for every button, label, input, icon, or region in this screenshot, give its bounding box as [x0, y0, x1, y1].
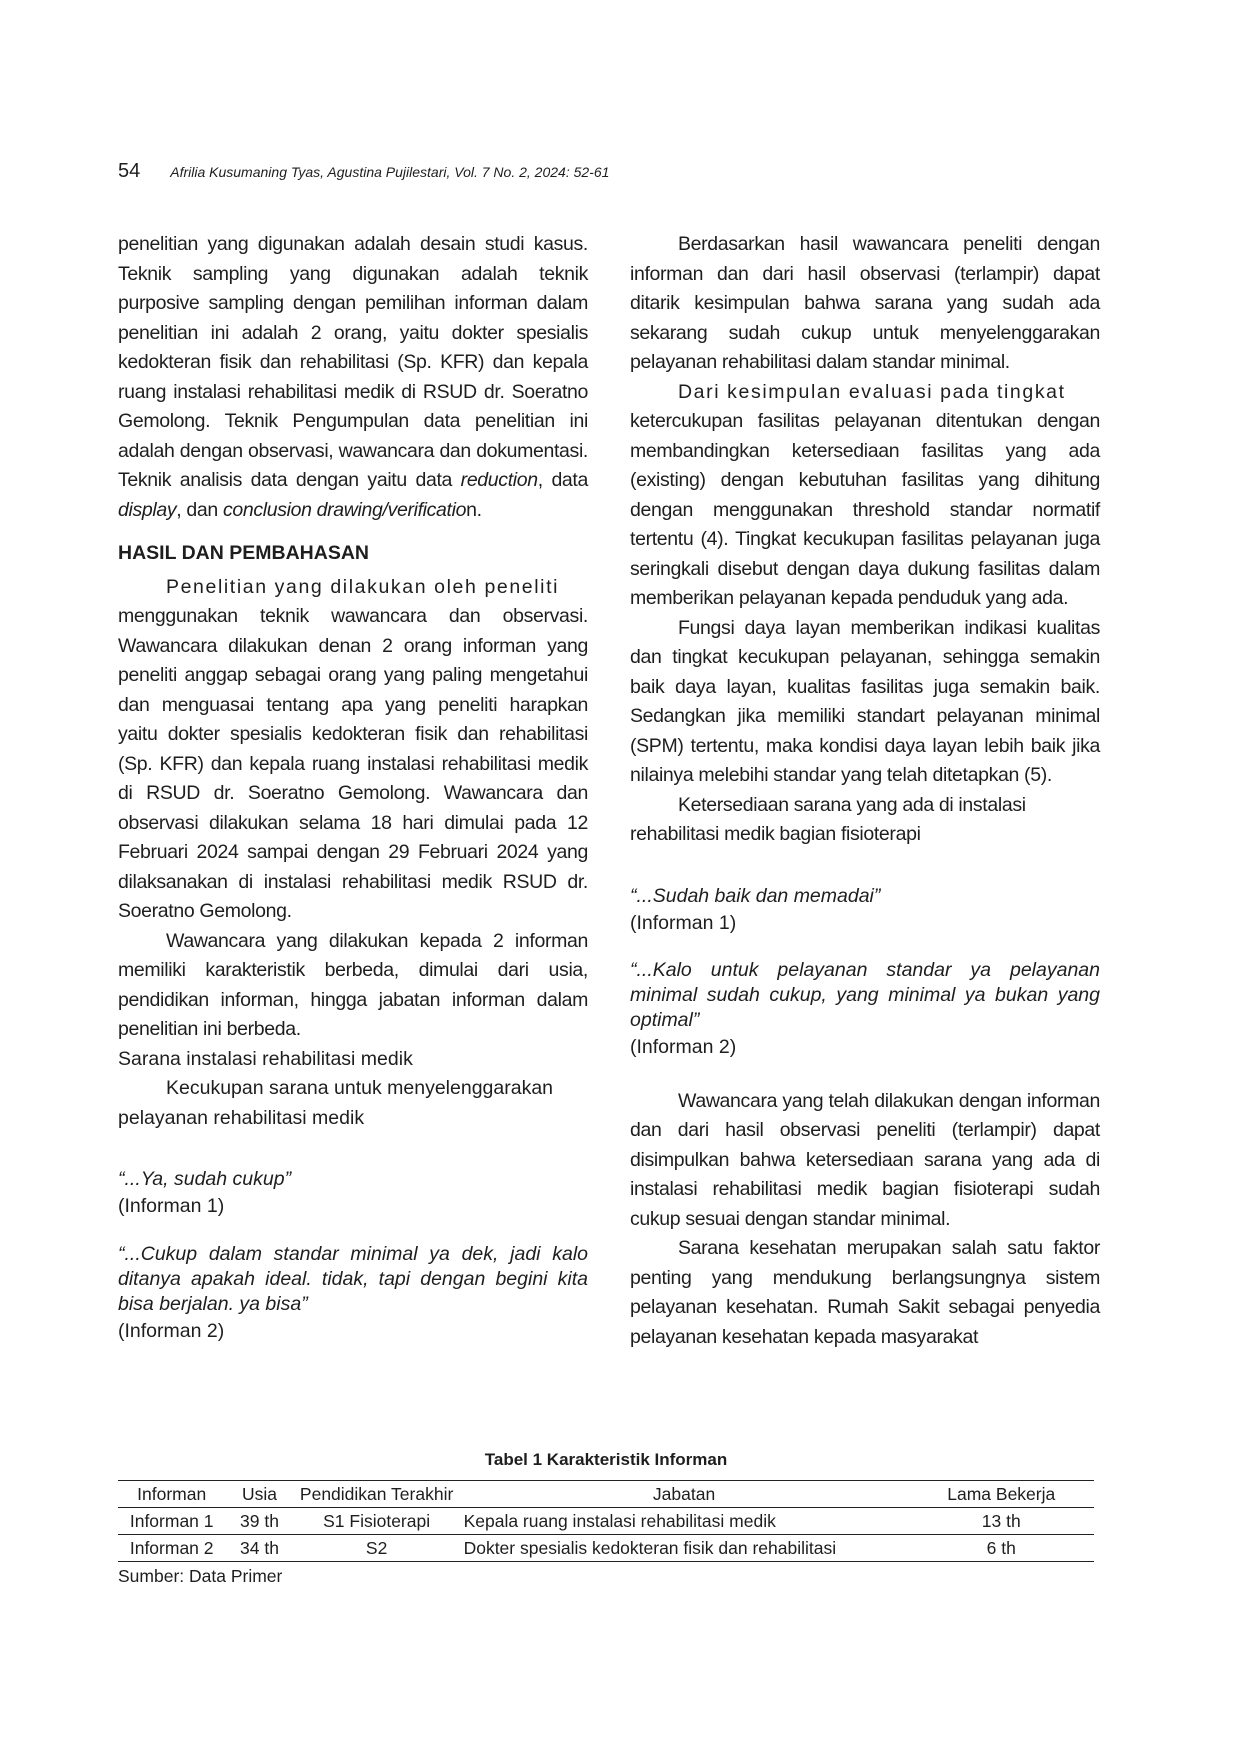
- table-row: [118, 1508, 1094, 1535]
- paragraph: Wawancara yang telah dilakukan dengan informan dan dari hasil observasi peneliti (terlampir) dapat disimpulkan bahwa ketersediaan sarana yang ada di instalasi rehabilitasi medik bagian fisioterapi sudah cukup sesuai dengan standar minimal.: [630, 1089, 1100, 1230]
- column-header: Informan: [118, 1481, 225, 1508]
- column-header: Usia: [225, 1481, 293, 1508]
- table-row: [118, 1535, 1094, 1562]
- page-header: [118, 160, 609, 188]
- paragraph: Ketersediaan sarana yang ada di instalasi rehabilitasi medik bagian fisioterapi: [630, 793, 1026, 845]
- running-head: Afrilia Kusumaning Tyas, Agustina Pujilestari, Vol. 7 No. 2, 2024: 52-61: [170, 164, 610, 180]
- subheading: Sarana instalasi rehabilitasi medik: [118, 1047, 413, 1070]
- paragraph: ketercukupan fasilitas pelayanan ditentukan dengan membandingkan ketersediaan fasilitas yang ada (existing) dengan kebutuhan fasilitas yang dihitung dengan menggunakan threshold standar normatif tertentu (4). Tingkat kecukupan fasilitas pelayanan juga seringkali disebut dengan daya dukung fasilitas dalam memberikan pelayanan kepada penduduk yang ada.: [630, 410, 1100, 609]
- table-cell: 6 th: [909, 1535, 1094, 1562]
- column-header: Lama Bekerja: [909, 1481, 1094, 1508]
- table-cell: S1 Fisioterapi: [294, 1508, 460, 1535]
- table-header-row: [118, 1481, 1094, 1508]
- quote-source: (Informan 1): [630, 911, 737, 934]
- table-source: Sumber: Data Primer: [118, 1566, 283, 1586]
- quote-source: (Informan 2): [118, 1319, 225, 1342]
- interview-quote: “...Kalo untuk pelayanan standar ya pelayanan minimal sudah cukup, yang minimal ya bukan yang optimal”: [630, 959, 1100, 1031]
- column-header: Jabatan: [460, 1481, 909, 1508]
- table-cell: Dokter spesialis kedokteran fisik dan rehabilitasi: [460, 1535, 909, 1562]
- left-column: [118, 230, 588, 1346]
- paragraph: menggunakan teknik wawancara dan observasi. Wawancara dilakukan denan 2 orang informan yang peneliti anggap sebagai orang yang paling mengetahui dan menguasai tentang apa yang peneliti harapkan yaitu dokter spesialis kedokteran fisik dan rehabilitasi (Sp. KFR) dan kepala ruang instalasi rehabilitasi medik di RSUD dr. Soeratno Gemolong. Wawancara dan observasi dilakukan selama 18 hari dimulai pada 12 Februari 2024 sampai dengan 29 Februari 2024 yang dilaksanakan di instalasi rehabilitasi medik RSUD dr. Soeratno Gemolong.: [118, 605, 588, 922]
- table-caption: Tabel 1 Karakteristik Informan: [484, 1450, 728, 1469]
- interview-quote: “...Cukup dalam standar minimal ya dek, jadi kalo ditanya apakah ideal. tidak, tapi dengan begini kita bisa berjalan. ya bisa”: [118, 1242, 588, 1315]
- table-cell: 34 th: [225, 1535, 293, 1562]
- interview-quote: “...Sudah baik dan memadai”: [630, 884, 881, 907]
- paragraph: Kecukupan sarana untuk menyelenggarakan pelayanan rehabilitasi medik: [118, 1077, 554, 1129]
- paragraph: Wawancara yang dilakukan kepada 2 informan memiliki karakteristik berbeda, dimulai dari usia, pendidikan informan, hingga jabatan informan dalam penelitian ini berbeda.: [118, 929, 588, 1040]
- right-column: [630, 230, 1100, 1352]
- table-cell: S2: [294, 1535, 460, 1562]
- section-heading: HASIL DAN PEMBAHASAN: [118, 542, 369, 564]
- quote-source: (Informan 2): [630, 1036, 737, 1058]
- table-cell: 39 th: [225, 1508, 293, 1535]
- table-cell: 13 th: [909, 1508, 1094, 1535]
- table-cell: Kepala ruang instalasi rehabilitasi medik: [460, 1508, 909, 1535]
- paragraph: Dari kesimpulan evaluasi pada tingkat: [678, 380, 1066, 403]
- quote-source: (Informan 1): [118, 1195, 225, 1217]
- table-cell: Informan 1: [118, 1508, 225, 1535]
- paragraph: Berdasarkan hasil wawancara peneliti dengan informan dan dari hasil observasi (terlampir) dapat ditarik kesimpulan bahwa sarana yang sudah ada sekarang sudah cukup untuk menyelenggarakan pelayanan rehabilitasi dalam standar minimal.: [630, 233, 1100, 373]
- page-number: 54: [118, 160, 141, 182]
- paragraph: penelitian yang digunakan adalah desain studi kasus. Teknik sampling yang digunakan adalah teknik purposive sampling dengan pemilihan informan dalam penelitian ini adalah 2 orang, yaitu dokter spesialis kedokteran fisik dan rehabilitasi (Sp. KFR) dan kepala ruang instalasi rehabilitasi medik di RSUD dr. Soeratno Gemolong. Teknik Pengumpulan data penelitian ini adalah dengan observasi, wawancara dan dokumentasi. Teknik analisis data dengan yaitu data reduction, data display, dan conclusion drawing/verification.: [118, 233, 588, 521]
- paragraph: Sarana kesehatan merupakan salah satu faktor penting yang mendukung berlangsungnya sistem pelayanan kesehatan. Rumah Sakit sebagai penyedia pelayanan kesehatan kepada masyarakat: [630, 1237, 1100, 1348]
- paragraph: Penelitian yang dilakukan oleh peneliti: [166, 575, 560, 598]
- paragraph: Fungsi daya layan memberikan indikasi kualitas dan tingkat kecukupan pelayanan, sehingga semakin baik daya layan, kualitas fasilitas juga semakin baik. Sedangkan jika memiliki standart pelayanan minimal (SPM) tertentu, maka kondisi daya layan lebih baik jika nilainya melebihi standar yang telah ditetapkan (5).: [630, 616, 1100, 786]
- table-block: [118, 1450, 1094, 1587]
- column-header: Pendidikan Terakhir: [294, 1481, 460, 1508]
- table-cell: Informan 2: [118, 1535, 225, 1562]
- informant-table: [118, 1480, 1094, 1562]
- interview-quote: “...Ya, sudah cukup”: [118, 1168, 292, 1190]
